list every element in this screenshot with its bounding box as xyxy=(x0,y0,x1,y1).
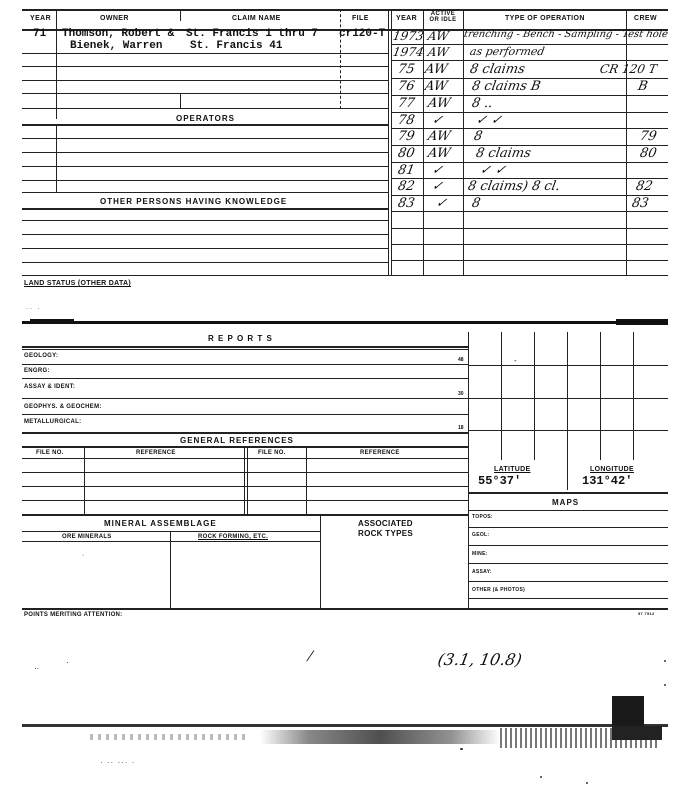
log-status: AW xyxy=(423,62,449,77)
ore-minerals-label: ORE MINERALS xyxy=(62,534,112,540)
black-square-mark xyxy=(612,696,644,726)
log-year: 75 xyxy=(396,62,416,77)
log-status: ✓ xyxy=(430,163,445,178)
log-status: AW xyxy=(426,96,452,111)
log-type: 8 claims B xyxy=(470,79,542,94)
header-owner: OWNER xyxy=(100,15,129,22)
log-year: 80 xyxy=(396,146,416,161)
log-type: 8 claims xyxy=(474,146,533,161)
header-active-idle: ACTIVE OR IDLE xyxy=(429,11,457,23)
log-crew: CR 120 T xyxy=(598,62,658,76)
rock-types-label: ROCK TYPES xyxy=(358,529,414,538)
log-status: AW xyxy=(426,29,450,43)
ref-reference: REFERENCE xyxy=(136,450,176,456)
ref-file-no: FILE NO. xyxy=(36,450,64,456)
operators-title: OPERATORS xyxy=(176,114,235,123)
owner-row-year: 71 xyxy=(33,28,47,40)
maps-title: MAPS xyxy=(552,498,580,507)
reports-geophys: GEOPHYS. & GEOCHEM: xyxy=(24,404,102,410)
maps-other: OTHER (& PHOTOS) xyxy=(472,587,526,593)
longitude-value: 131°42' xyxy=(582,474,633,488)
log-status: AW xyxy=(426,129,452,144)
ref-reference-2: REFERENCE xyxy=(360,450,400,456)
mineral-assemblage-title: MINERAL ASSEMBLAGE xyxy=(104,519,217,528)
log-crew: 83 xyxy=(630,196,650,211)
log-type: ✓ ✓ xyxy=(478,163,508,178)
log-type: 8 claims) 8 cl. xyxy=(466,179,562,194)
log-type: 8 .. xyxy=(470,96,494,111)
maps-assay: ASSAY: xyxy=(472,569,492,575)
reports-num: 18 xyxy=(458,425,464,431)
associated-label: ASSOCIATED xyxy=(358,519,413,528)
header-file: FILE xyxy=(352,15,369,22)
log-type: 8 claims xyxy=(468,62,527,77)
log-type: 8 xyxy=(470,196,482,211)
general-references-title: GENERAL REFERENCES xyxy=(180,436,294,445)
log-type: 8 xyxy=(472,129,484,144)
maps-mine: MINE: xyxy=(472,551,488,557)
log-year: 81 xyxy=(396,163,416,178)
header-claim-name: CLAIM NAME xyxy=(232,15,281,22)
log-status: AW xyxy=(426,45,450,59)
ref-file-no-2: FILE NO. xyxy=(258,450,286,456)
handwritten-note: (3.1, 10.8) xyxy=(436,650,524,669)
owner-row-file: cr120-T xyxy=(339,28,386,40)
scan-artifact-band xyxy=(22,724,668,727)
other-persons-title: OTHER PERSONS HAVING KNOWLEDGE xyxy=(100,197,288,206)
log-crew: B xyxy=(636,79,649,94)
log-type: as performed xyxy=(468,45,546,58)
reports-geology: GEOLOGY: xyxy=(24,353,59,359)
log-status: ✓ xyxy=(434,196,449,211)
log-year: 79 xyxy=(396,129,416,144)
header-year-2: YEAR xyxy=(396,15,418,22)
owner-row-owner: Bienek, Warren xyxy=(70,40,163,52)
header-crew: CREW xyxy=(634,15,657,22)
owner-row-claim: St. Francis 1 thru 7 xyxy=(186,28,319,40)
rock-forming-label: ROCK FORMING, ETC. xyxy=(198,534,269,540)
reports-engrg: ENGRG: xyxy=(24,368,50,374)
latitude-label: LATITUDE xyxy=(494,466,531,473)
log-status: ✓ xyxy=(430,113,445,128)
log-year: 78 xyxy=(396,113,416,128)
log-year: 77 xyxy=(396,96,416,111)
log-year: 1974 xyxy=(391,45,425,59)
divider-bar xyxy=(22,321,668,324)
log-year: 76 xyxy=(396,79,416,94)
form-number: 57 7512 xyxy=(638,611,655,616)
log-status: AW xyxy=(423,79,449,94)
log-year: 83 xyxy=(396,196,416,211)
log-crew: 82 xyxy=(634,179,654,194)
reports-num: 48 xyxy=(458,357,464,363)
reports-num: 30 xyxy=(458,391,464,397)
reports-title: R E P O R T S xyxy=(208,334,273,343)
maps-geol: GEOL: xyxy=(472,532,490,538)
log-crew: 80 xyxy=(638,146,658,161)
header-year: YEAR xyxy=(30,15,52,22)
points-meriting-label: POINTS MERITING ATTENTION: xyxy=(24,612,123,618)
log-type: trenching - Bench - Sampling - Test hole xyxy=(463,29,669,40)
reports-assay: ASSAY & IDENT: xyxy=(24,384,76,390)
log-crew: 79 xyxy=(638,129,658,144)
owner-row-owner: Thomson, Robert & xyxy=(62,28,175,40)
log-year: 82 xyxy=(396,179,416,194)
slash-mark: / xyxy=(306,649,314,664)
log-status: AW xyxy=(426,146,452,161)
land-status-label: LAND STATUS (OTHER DATA) xyxy=(24,280,132,287)
owner-row-claim: St. Francis 41 xyxy=(190,40,283,52)
maps-topos: TOPOS: xyxy=(472,514,493,520)
longitude-label: LONGITUDE xyxy=(590,466,634,473)
log-type: ✓ ✓ xyxy=(474,113,504,128)
log-status: ✓ xyxy=(430,179,445,194)
header-type-of-operation: TYPE OF OPERATION xyxy=(505,15,585,22)
reports-metallurgical: METALLURGICAL: xyxy=(24,419,82,425)
latitude-value: 55°37' xyxy=(478,474,522,488)
log-year: 1973 xyxy=(391,29,425,43)
